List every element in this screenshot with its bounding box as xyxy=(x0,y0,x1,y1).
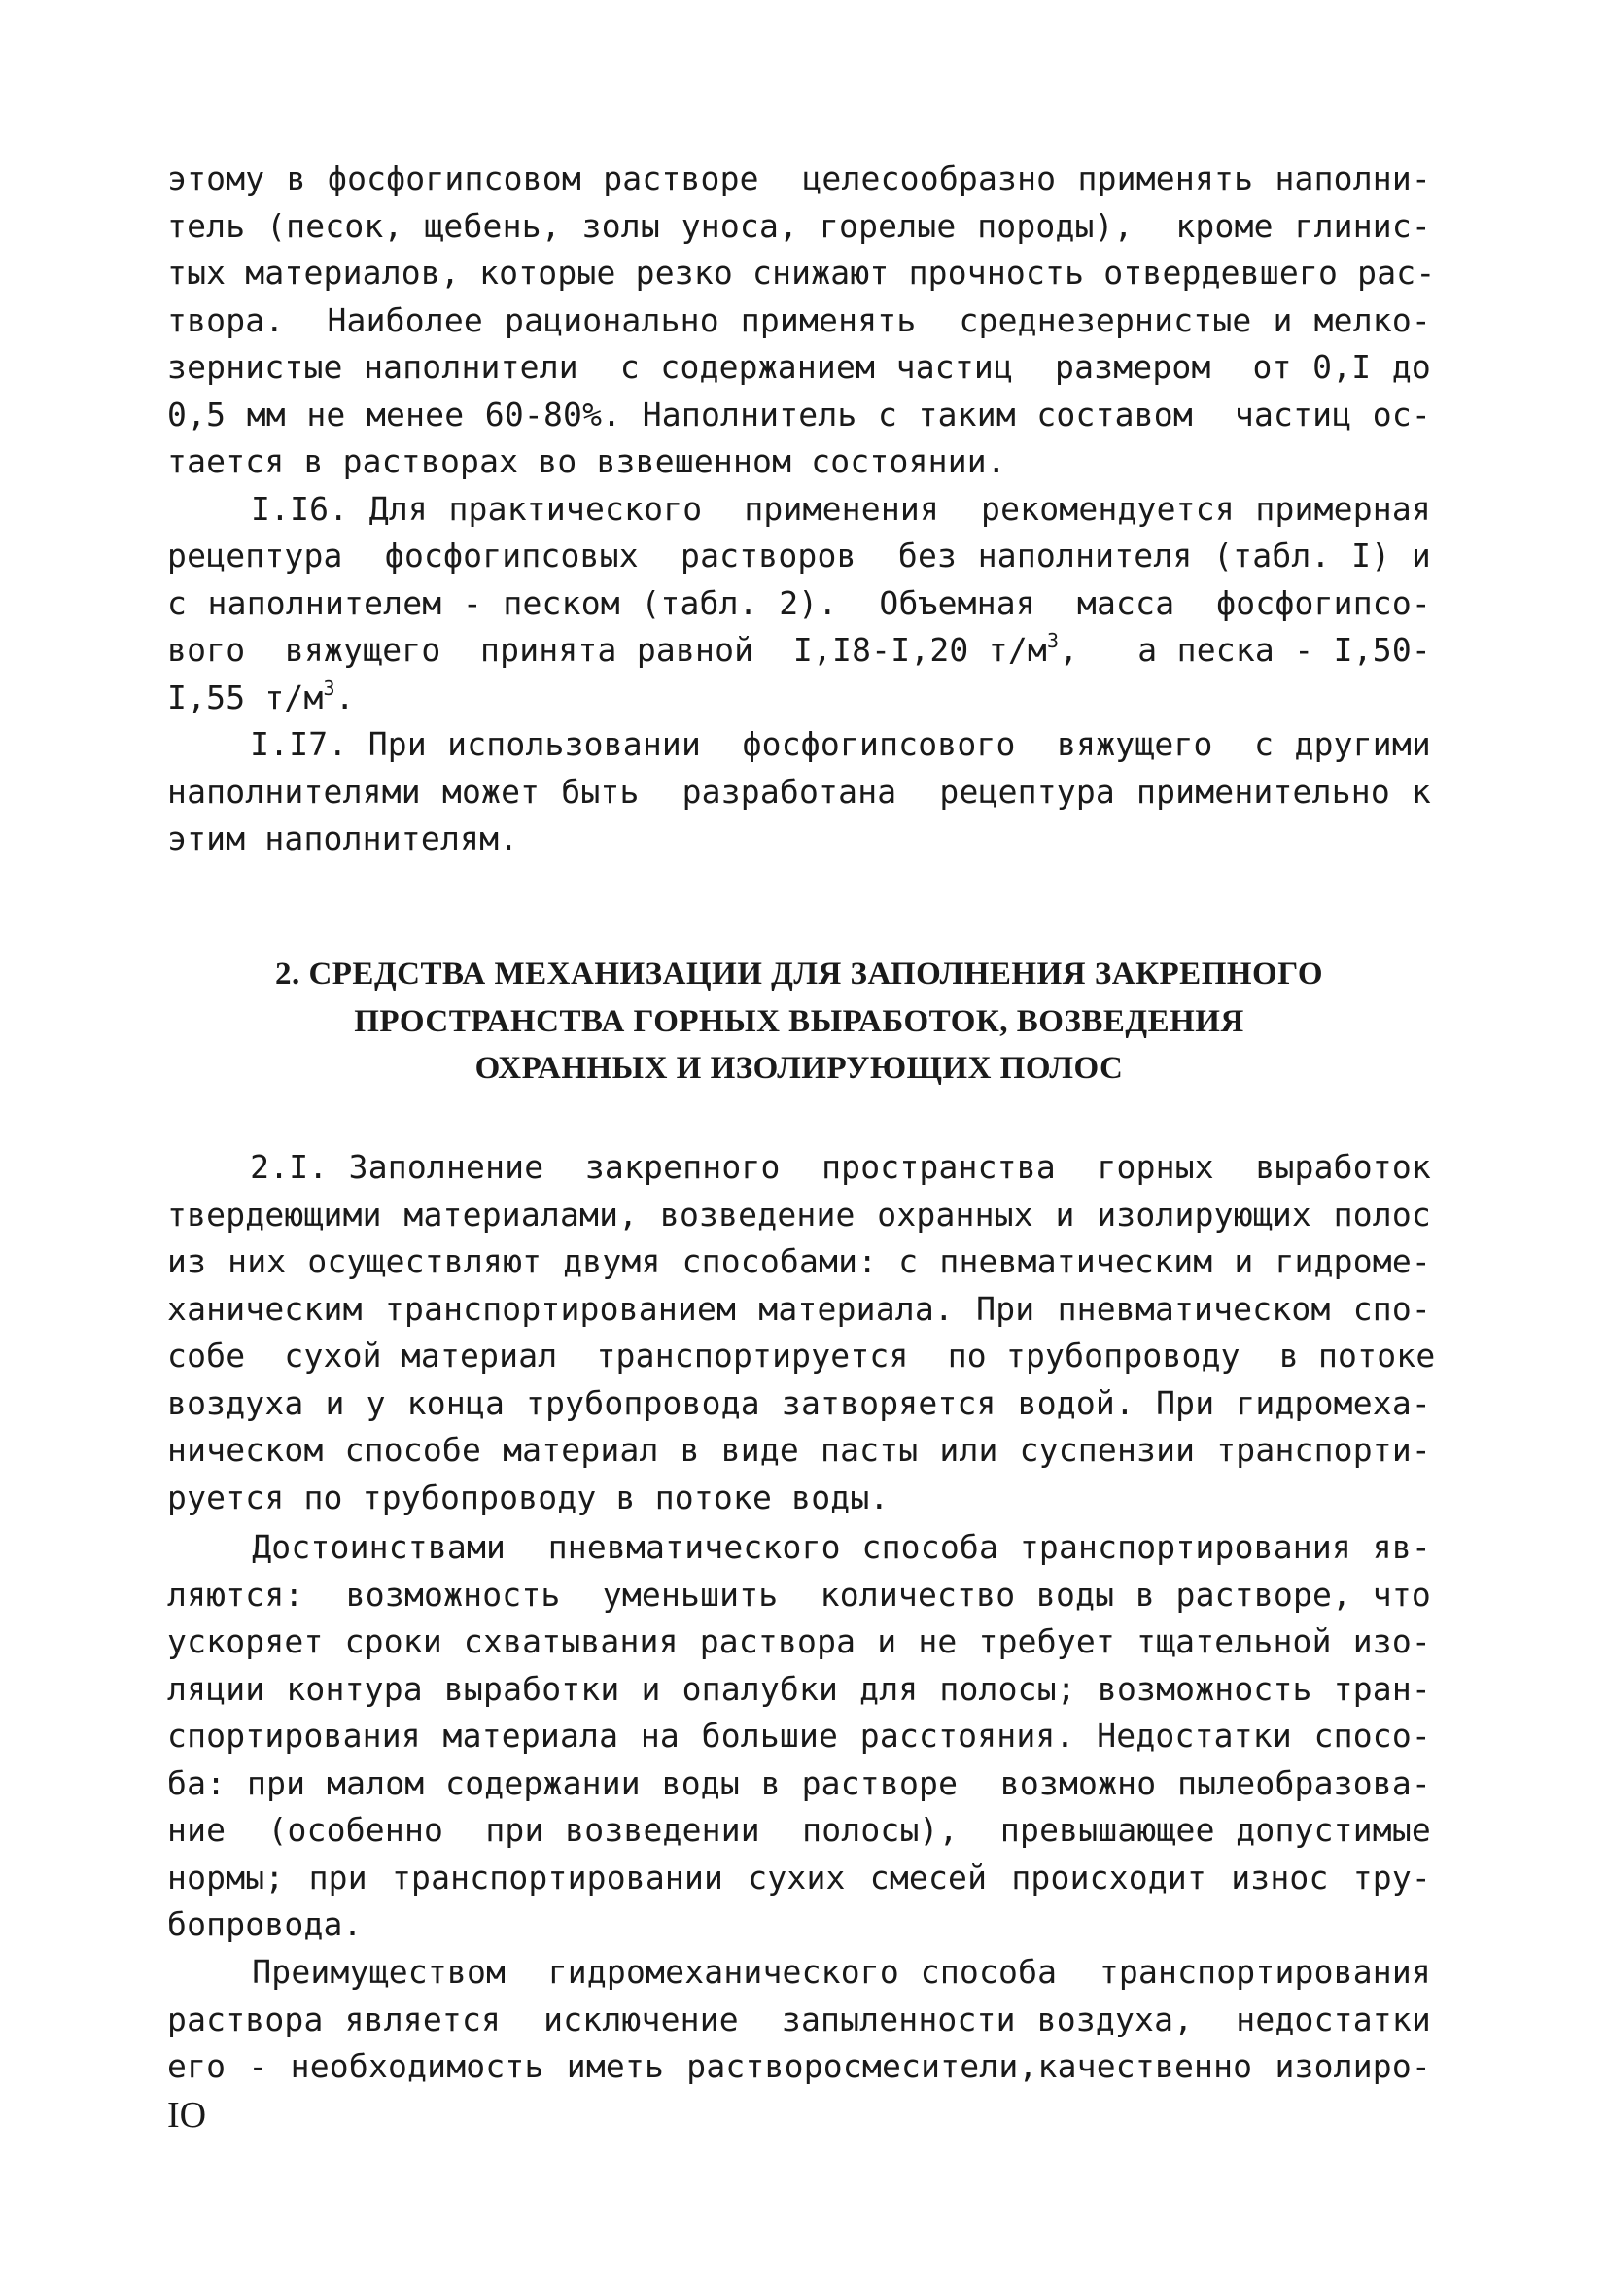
text-line: раствора является исключение запыленности воздуха, недостатки xyxy=(167,2000,1431,2038)
text-line: зернистые наполнители с содержанием частиц размером от 0,I до xyxy=(167,348,1431,386)
text-line: ханическим транспортированием материала. При пневматическом спо- xyxy=(167,1289,1431,1328)
paragraph-block-filler-and-recipes xyxy=(167,156,1436,863)
text-line: твора. Наиболее рационально применять среднезернистые и мелко- xyxy=(167,300,1431,339)
text-line: его - необходимость иметь растворосмесители,качественно изолиро- xyxy=(167,2047,1431,2085)
text-line: I.I6. Для практического применения рекомендуется примерная xyxy=(167,489,1431,528)
text-line: ба: при малом содержании воды в растворе возможно пылеобразова- xyxy=(167,1763,1431,1802)
text-line: I,55 $т/м^3$. xyxy=(167,676,355,716)
text-line: твердеющими материалами, возведение охранных и изолирующих полос xyxy=(167,1195,1431,1234)
text-line: бопровода. xyxy=(167,1905,363,1943)
text-line: этим наполнителям. xyxy=(167,819,519,857)
text-line: I.I7. При использовании фосфогипсового вяжущего с другими xyxy=(167,725,1431,763)
heading-line: ПРОСТРАНСТВА ГОРНЫХ ВЫРАБОТОК, ВОЗВЕДЕНИЯ xyxy=(354,1003,1244,1039)
section-heading xyxy=(167,951,1431,1093)
text-line: 0,5 мм не менее 60-80%. Наполнитель с таким составом частиц ос- xyxy=(167,395,1431,434)
superscript: 3 xyxy=(323,676,335,700)
text-line: руется по трубопроводу в потоке воды. xyxy=(167,1478,890,1516)
text-line-tail: , а песка - I,50- xyxy=(1059,631,1431,669)
heading-line: ОХРАННЫХ И ИЗОЛИРУЮЩИХ ПОЛОС xyxy=(474,1051,1124,1086)
text-line: ляции контура выработки и опалубки для полосы; возможность тран- xyxy=(167,1669,1431,1708)
text-line: тается в растворах во взвешенном состоянии. xyxy=(167,442,1006,480)
text-line: вого вяжущего принята равной I,I8-I,20 $т/м^3$, а песка - I,50- xyxy=(167,629,1431,669)
paragraph-block-hydromechanical-advantages xyxy=(167,1949,1431,2091)
text-line: тель (песок, щебень, золы уноса, горелые породы), кроме глинис- xyxy=(167,206,1431,245)
text-line: спортирования материала на большие расстояния. Недостатки спосо- xyxy=(167,1717,1431,1755)
heading-line: 2. СРЕДСТВА МЕХАНИЗАЦИИ ДЛЯ ЗАПОЛНЕНИЯ ЗАКРЕПНОГО xyxy=(274,957,1324,991)
text-line: воздуха и у конца трубопровода затворяется водой. При гидромеха- xyxy=(167,1383,1431,1422)
page-number: IO xyxy=(167,2095,207,2136)
text-line: ническом способе материал в виде пасты или суспензии транспорти- xyxy=(167,1431,1431,1469)
text-line: нормы; при транспортировании сухих смесей происходит износ тру- xyxy=(167,1858,1431,1896)
text-line: ляются: возможность уменьшить количество воды в растворе, что xyxy=(167,1575,1431,1614)
text-line: рецептура фосфогипсовых растворов без наполнителя (табл. I) и xyxy=(167,537,1431,574)
text-line: 2.I. Заполнение закрепного пространства горных выработок xyxy=(167,1148,1431,1186)
paragraph-block-pneumatic-advantages xyxy=(167,1524,1431,1949)
text-line: Достоинствами пневматического способа транспортирования яв- xyxy=(167,1528,1431,1566)
text-line: ускоряет сроки схватывания раствора и не требует тщательной изо- xyxy=(167,1622,1431,1660)
paragraph-block-filling-methods xyxy=(167,1144,1436,1521)
text-line: ние (особенно при возведении полосы), превышающее допустимые xyxy=(167,1811,1431,1849)
text-line: из них осуществляют двумя способами: с пневматическим и гидроме- xyxy=(167,1242,1431,1280)
text-line: тых материалов, которые резко снижают прочность отвердевшего рас- xyxy=(167,254,1436,292)
text-line: наполнителями может быть разработана рецептура применительно к xyxy=(167,772,1431,811)
text-line-tail: . xyxy=(334,678,355,716)
text-line: с наполнителем - песком (табл. 2). Объемная масса фосфогипсо- xyxy=(167,583,1431,622)
text-line: этому в фосфогипсовом растворе целесообразно применять наполни- xyxy=(167,159,1431,197)
text-line: Преимуществом гидромеханического способа транспортирования xyxy=(167,1953,1431,1991)
superscript: 3 xyxy=(1047,629,1060,652)
text-line: собе сухой материал транспортируется по трубопроводу в потоке xyxy=(167,1337,1436,1374)
